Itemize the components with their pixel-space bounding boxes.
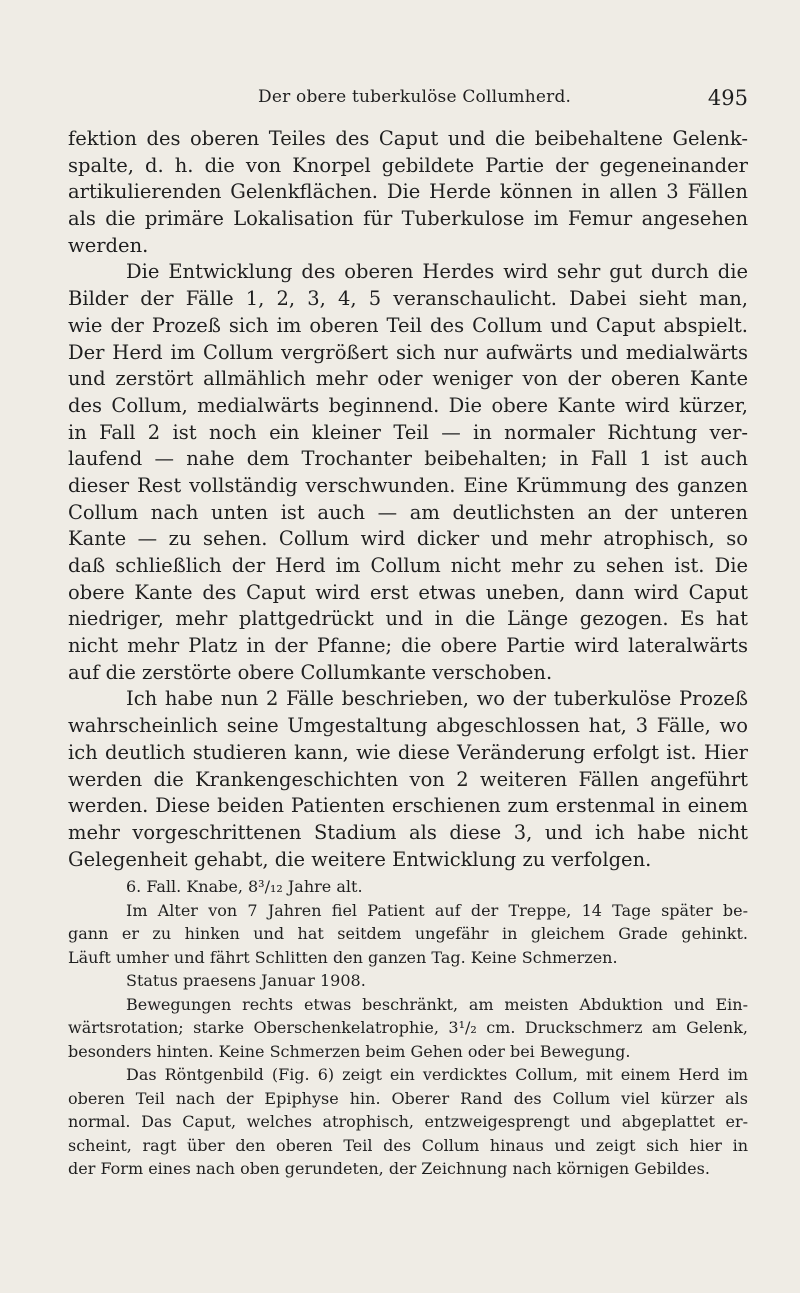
text-line: fektion des oberen Teiles des Caput und die beibehaltene Gelenk- <box>68 127 748 150</box>
text-line: als die primäre Lokalisation für Tuberkulose im Femur angesehen <box>68 207 748 231</box>
text-line: in Fall 2 ist noch ein kleiner Teil — in normaler Richtung ver- <box>68 420 748 444</box>
page-number: 495 <box>707 86 748 110</box>
status-heading: Status praesens Januar 1908. <box>126 971 366 991</box>
text-line: obere Kante des Caput wird erst etwas uneben, dann wird Caput <box>68 580 748 604</box>
text-line: Der Herd im Collum vergrößert sich nur aufwärts und medialwärts <box>68 340 748 364</box>
case-text-line: Das Röntgenbild (Fig. 6) zeigt ein verdicktes Collum, mit einem Herd im <box>126 1065 748 1085</box>
case-text-line: oberen Teil nach der Epiphyse hin. Oberer Rand des Collum viel kürzer als <box>68 1088 748 1108</box>
text-line: Die Entwicklung des oberen Herdes wird sehr gut durch die <box>126 260 748 284</box>
case-text-line: gann er zu hinken und hat seitdem ungefähr in gleichem Grade gehinkt. <box>68 924 748 944</box>
case-text-line: Im Alter von 7 Jahren fiel Patient auf der Treppe, 14 Tage später be- <box>126 900 748 920</box>
text-line: ich deutlich studieren kann, wie diese Veränderung erfolgt ist. Hier <box>68 740 748 764</box>
case-text-line: Bewegungen rechts etwas beschränkt, am meisten Abduktion und Ein- <box>126 994 748 1014</box>
text-line: Collum nach unten ist auch — am deutlichsten an der unteren <box>68 500 748 524</box>
case-heading: 6. Fall. Knabe, 8³/₁₂ Jahre alt. <box>126 877 363 897</box>
text-line: Ich habe nun 2 Fälle beschrieben, wo der tuberkulöse Prozeß <box>126 687 748 711</box>
running-title: Der obere tuberkulöse Collumherd. <box>258 87 572 107</box>
text-line: artikulierenden Gelenkflächen. Die Herde können in allen 3 Fällen <box>68 180 748 204</box>
text-line: daß schließlich der Herd im Collum nicht mehr zu sehen ist. Die <box>68 554 748 577</box>
text-line: des Collum, medialwärts beginnend. Die obere Kante wird kürzer, <box>68 393 748 417</box>
paragraph-2 <box>68 259 748 686</box>
text-line: laufend — nahe dem Trochanter beibehalten; in Fall 1 ist auch <box>68 447 748 471</box>
text-line: Bilder der Fälle 1, 2, 3, 4, 5 veranschaulicht. Dabei sieht man, <box>68 287 748 311</box>
case-text-line: Läuft umher und fährt Schlitten den ganzen Tag. Keine Schmerzen. <box>68 947 618 967</box>
text-line: werden. Diese beiden Patienten erschienen zum erstenmal in einem <box>68 794 748 818</box>
text-line: wie der Prozeß sich im oberen Teil des Collum und Caput abspielt. <box>68 313 748 337</box>
text-line: dieser Rest vollständig verschwunden. Eine Krümmung des ganzen <box>68 473 748 497</box>
text-line: nicht mehr Platz in der Pfanne; die obere Partie wird lateralwärts <box>68 634 748 658</box>
text-line: niedriger, mehr plattgedrückt und in die Länge gezogen. Es hat <box>68 607 748 631</box>
text-line: Kante — zu sehen. Collum wird dicker und mehr atrophisch, so <box>68 527 748 551</box>
text-line: mehr vorgeschrittenen Stadium als diese 3, und ich habe nicht <box>68 820 748 844</box>
text-line: und zerstört allmählich mehr oder weniger von der oberen Kante <box>68 367 748 391</box>
paragraph-1 <box>68 126 748 259</box>
case-text-line: scheint, ragt über den oberen Teil des Collum hinaus und zeigt sich hier in <box>68 1135 748 1155</box>
case-text-line: besonders hinten. Keine Schmerzen beim Gehen oder bei Bewegung. <box>68 1041 631 1061</box>
page-body <box>68 126 748 1181</box>
text-line: Gelegenheit gehabt, die weitere Entwicklung zu verfolgen. <box>68 847 652 871</box>
case-report <box>68 875 748 1181</box>
case-text-line: wärtsrotation; starke Oberschenkelatrophie, 3¹/₂ cm. Druckschmerz am Gelenk, <box>68 1018 748 1038</box>
case-text-line: normal. Das Caput, welches atrophisch, entzweigesprengt und abgeplattet er- <box>68 1112 748 1132</box>
text-line: werden. <box>68 233 149 257</box>
page-header <box>68 87 748 115</box>
text-line: spalte, d. h. die von Knorpel gebildete Partie der gegeneinander <box>68 153 748 177</box>
case-text-line: der Form eines nach oben gerundeten, der Zeichnung nach körnigen Gebildes. <box>68 1159 710 1179</box>
text-line: wahrscheinlich seine Umgestaltung abgeschlossen hat, 3 Fälle, wo <box>68 714 748 738</box>
paragraph-3 <box>68 686 748 873</box>
text-line: auf die zerstörte obere Collumkante verschoben. <box>68 660 553 684</box>
text-line: werden die Krankengeschichten von 2 weiteren Fällen angeführt <box>68 767 748 791</box>
